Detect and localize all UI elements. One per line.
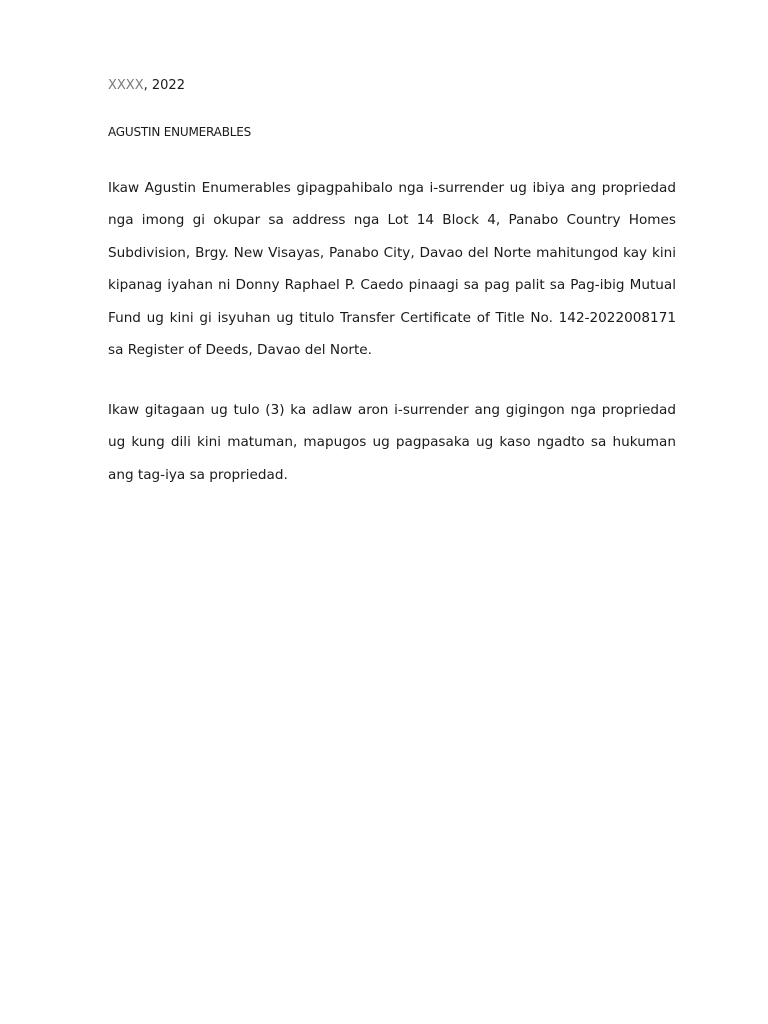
notice-paragraph-1: Ikaw Agustin Enumerables gipagpahibalo nga i-surrender ug ibiya ang propriedad nga imong gi okupar sa address nga Lot 14 Block 4, Panabo Country Homes Subdivision, Brgy. New Visayas, Panabo City, Davao del Norte mahitungod kay kini kipanag iyahan ni Donny Raphael P. Caedo pinaagi sa pag palit sa Pag-ibig Mutual Fund ug kini gi isyuhan ug titulo Transfer Certificate of Title No. 142-2022008171 sa Register of Deeds, Davao del Norte. [108,180,676,359]
notice-paragraph-2: Ikaw gitagaan ug tulo (3) ka adlaw aron i-surrender ang gigingon nga propriedad ug kung dili kini matuman, mapugos ug pagpasaka ug kaso ngadto sa hukuman ang tag-iya sa propriedad. [108,402,676,483]
letter-date [108,76,185,96]
date-year: , 2022 [143,78,185,93]
date-placeholder: XXXX [108,78,144,93]
addressee-name: AGUSTIN ENUMERABLES [108,125,252,139]
